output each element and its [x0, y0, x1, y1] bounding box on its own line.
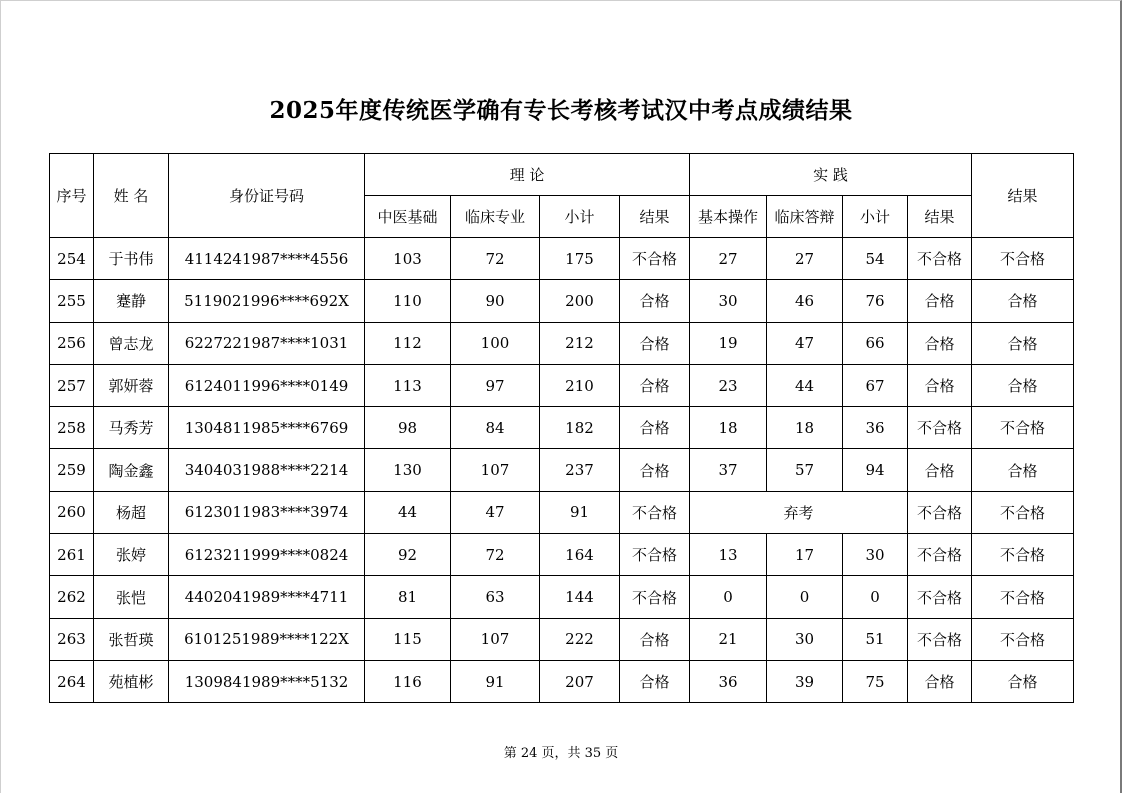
cell-name: 张恺 [94, 576, 169, 618]
cell-practice-subtotal: 75 [843, 660, 908, 702]
cell-practice-result: 合格 [908, 322, 972, 364]
cell-final-result: 不合格 [972, 576, 1074, 618]
table-row [50, 238, 1074, 280]
cell-tcm-basics: 116 [365, 660, 451, 702]
cell-clinical-defense: 44 [767, 364, 843, 406]
cell-id: 6123011983****3974 [169, 491, 365, 533]
cell-clinical-specialty: 72 [451, 534, 540, 576]
cell-tcm-basics: 130 [365, 449, 451, 491]
cell-practice-result: 合格 [908, 449, 972, 491]
cell-clinical-specialty: 47 [451, 491, 540, 533]
cell-clinical-defense: 18 [767, 407, 843, 449]
table-row [50, 618, 1074, 660]
cell-practice-subtotal: 0 [843, 576, 908, 618]
cell-theory-subtotal: 175 [540, 238, 620, 280]
cell-final-result: 合格 [972, 280, 1074, 322]
header-theory-subtotal: 小计 [540, 196, 620, 238]
cell-name: 陶金鑫 [94, 449, 169, 491]
header-theory: 理 论 [365, 154, 690, 196]
cell-clinical-specialty: 63 [451, 576, 540, 618]
cell-theory-result: 不合格 [620, 491, 690, 533]
cell-id: 6101251989****122X [169, 618, 365, 660]
cell-theory-result: 合格 [620, 322, 690, 364]
cell-name: 郭妍蓉 [94, 364, 169, 406]
cell-practice-absent: 弃考 [690, 491, 908, 533]
cell-tcm-basics: 112 [365, 322, 451, 364]
cell-final-result: 合格 [972, 660, 1074, 702]
header-clinical-defense: 临床答辩 [767, 196, 843, 238]
table-body [50, 238, 1074, 703]
header-final-result: 结果 [972, 154, 1074, 238]
cell-basic-operation: 27 [690, 238, 767, 280]
table-row [50, 660, 1074, 702]
cell-practice-subtotal: 67 [843, 364, 908, 406]
cell-theory-subtotal: 182 [540, 407, 620, 449]
header-name: 姓 名 [94, 154, 169, 238]
table-header [50, 154, 1074, 238]
cell-basic-operation: 36 [690, 660, 767, 702]
cell-id: 4402041989****4711 [169, 576, 365, 618]
cell-id: 5119021996****692X [169, 280, 365, 322]
cell-theory-result: 合格 [620, 407, 690, 449]
cell-name: 于书伟 [94, 238, 169, 280]
cell-theory-result: 合格 [620, 364, 690, 406]
cell-seq: 260 [50, 491, 94, 533]
cell-seq: 262 [50, 576, 94, 618]
cell-clinical-specialty: 84 [451, 407, 540, 449]
cell-seq: 258 [50, 407, 94, 449]
cell-theory-result: 不合格 [620, 576, 690, 618]
cell-basic-operation: 30 [690, 280, 767, 322]
cell-theory-subtotal: 222 [540, 618, 620, 660]
cell-clinical-defense: 30 [767, 618, 843, 660]
cell-clinical-defense: 27 [767, 238, 843, 280]
cell-practice-result: 合格 [908, 280, 972, 322]
cell-name: 苑植彬 [94, 660, 169, 702]
cell-practice-subtotal: 54 [843, 238, 908, 280]
cell-final-result: 合格 [972, 364, 1074, 406]
cell-theory-subtotal: 91 [540, 491, 620, 533]
cell-id: 1304811985****6769 [169, 407, 365, 449]
header-tcm-basics: 中医基础 [365, 196, 451, 238]
cell-basic-operation: 0 [690, 576, 767, 618]
cell-practice-result: 不合格 [908, 491, 972, 533]
header-basic-operation: 基本操作 [690, 196, 767, 238]
header-clinical-specialty: 临床专业 [451, 196, 540, 238]
header-id: 身份证号码 [169, 154, 365, 238]
cell-practice-subtotal: 30 [843, 534, 908, 576]
cell-clinical-defense: 57 [767, 449, 843, 491]
cell-practice-subtotal: 76 [843, 280, 908, 322]
cell-theory-subtotal: 164 [540, 534, 620, 576]
cell-basic-operation: 19 [690, 322, 767, 364]
cell-practice-result: 不合格 [908, 534, 972, 576]
cell-theory-result: 不合格 [620, 534, 690, 576]
cell-tcm-basics: 92 [365, 534, 451, 576]
cell-clinical-defense: 46 [767, 280, 843, 322]
cell-seq: 257 [50, 364, 94, 406]
cell-clinical-specialty: 90 [451, 280, 540, 322]
cell-practice-subtotal: 36 [843, 407, 908, 449]
cell-tcm-basics: 44 [365, 491, 451, 533]
cell-id: 6124011996****0149 [169, 364, 365, 406]
cell-theory-result: 合格 [620, 280, 690, 322]
cell-practice-result: 不合格 [908, 576, 972, 618]
cell-name: 曾志龙 [94, 322, 169, 364]
cell-seq: 254 [50, 238, 94, 280]
cell-name: 马秀芳 [94, 407, 169, 449]
cell-theory-subtotal: 212 [540, 322, 620, 364]
cell-theory-subtotal: 144 [540, 576, 620, 618]
cell-final-result: 不合格 [972, 491, 1074, 533]
cell-theory-result: 合格 [620, 449, 690, 491]
cell-theory-subtotal: 207 [540, 660, 620, 702]
cell-practice-subtotal: 94 [843, 449, 908, 491]
cell-name: 张婷 [94, 534, 169, 576]
cell-seq: 255 [50, 280, 94, 322]
cell-final-result: 不合格 [972, 407, 1074, 449]
cell-seq: 259 [50, 449, 94, 491]
cell-clinical-specialty: 91 [451, 660, 540, 702]
cell-basic-operation: 23 [690, 364, 767, 406]
cell-id: 6227221987****1031 [169, 322, 365, 364]
cell-tcm-basics: 115 [365, 618, 451, 660]
header-theory-result: 结果 [620, 196, 690, 238]
table-row [50, 407, 1074, 449]
cell-name: 蹇静 [94, 280, 169, 322]
cell-final-result: 合格 [972, 322, 1074, 364]
cell-theory-subtotal: 210 [540, 364, 620, 406]
cell-seq: 261 [50, 534, 94, 576]
cell-tcm-basics: 113 [365, 364, 451, 406]
cell-seq: 256 [50, 322, 94, 364]
cell-basic-operation: 18 [690, 407, 767, 449]
cell-tcm-basics: 103 [365, 238, 451, 280]
cell-tcm-basics: 110 [365, 280, 451, 322]
cell-id: 6123211999****0824 [169, 534, 365, 576]
header-practice: 实 践 [690, 154, 972, 196]
cell-practice-result: 合格 [908, 364, 972, 406]
cell-clinical-specialty: 107 [451, 618, 540, 660]
cell-final-result: 不合格 [972, 238, 1074, 280]
cell-practice-result: 不合格 [908, 618, 972, 660]
cell-final-result: 不合格 [972, 534, 1074, 576]
results-table [49, 153, 1074, 703]
cell-clinical-specialty: 100 [451, 322, 540, 364]
cell-clinical-specialty: 107 [451, 449, 540, 491]
cell-practice-result: 合格 [908, 660, 972, 702]
table-row [50, 280, 1074, 322]
cell-clinical-specialty: 97 [451, 364, 540, 406]
cell-tcm-basics: 98 [365, 407, 451, 449]
cell-theory-result: 合格 [620, 618, 690, 660]
cell-clinical-specialty: 72 [451, 238, 540, 280]
cell-theory-subtotal: 237 [540, 449, 620, 491]
cell-basic-operation: 21 [690, 618, 767, 660]
table-row [50, 534, 1074, 576]
cell-final-result: 不合格 [972, 618, 1074, 660]
cell-id: 1309841989****5132 [169, 660, 365, 702]
cell-clinical-defense: 39 [767, 660, 843, 702]
table-row [50, 491, 1074, 533]
cell-id: 4114241987****4556 [169, 238, 365, 280]
cell-practice-result: 不合格 [908, 407, 972, 449]
cell-name: 杨超 [94, 491, 169, 533]
cell-clinical-defense: 47 [767, 322, 843, 364]
cell-basic-operation: 13 [690, 534, 767, 576]
page-footer: 第 24 页，共 35 页 [503, 746, 619, 761]
table-row [50, 576, 1074, 618]
table-row [50, 364, 1074, 406]
cell-id: 3404031988****2214 [169, 449, 365, 491]
cell-practice-subtotal: 66 [843, 322, 908, 364]
cell-theory-subtotal: 200 [540, 280, 620, 322]
cell-tcm-basics: 81 [365, 576, 451, 618]
cell-theory-result: 合格 [620, 660, 690, 702]
cell-clinical-defense: 17 [767, 534, 843, 576]
header-practice-result: 结果 [908, 196, 972, 238]
cell-basic-operation: 37 [690, 449, 767, 491]
header-practice-subtotal: 小计 [843, 196, 908, 238]
cell-clinical-defense: 0 [767, 576, 843, 618]
cell-name: 张哲瑛 [94, 618, 169, 660]
cell-seq: 264 [50, 660, 94, 702]
cell-practice-subtotal: 51 [843, 618, 908, 660]
page-title: 2025年度传统医学确有专长考核考试汉中考点成绩结果 [269, 97, 853, 124]
header-seq: 序号 [50, 154, 94, 238]
cell-final-result: 合格 [972, 449, 1074, 491]
table-row [50, 322, 1074, 364]
cell-theory-result: 不合格 [620, 238, 690, 280]
cell-practice-result: 不合格 [908, 238, 972, 280]
table-row [50, 449, 1074, 491]
cell-seq: 263 [50, 618, 94, 660]
